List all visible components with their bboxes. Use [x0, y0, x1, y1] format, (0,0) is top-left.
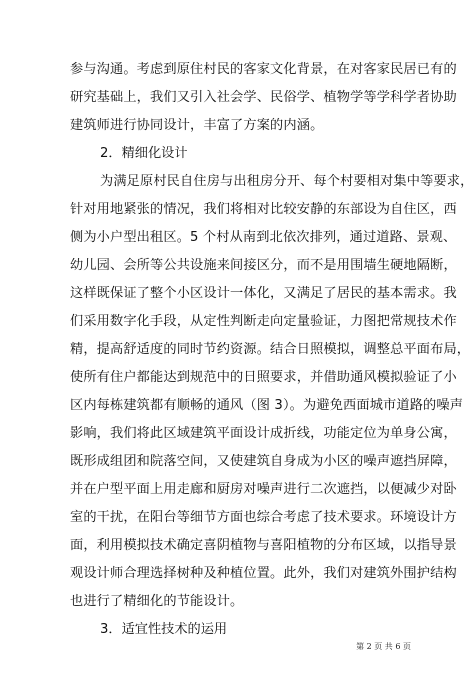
text-line: 精，提高舒适度的同时节约资源。结合日照模拟，调整总平面布局， [70, 342, 471, 357]
text-line: 使所有住户都能达到规范中的日照要求，并借助通风模拟验证了小 [70, 370, 457, 385]
text-line: 并在户型平面上用走廊和厨房对噪声进行二次遮挡，以便减少对卧 [70, 482, 457, 497]
text-line: 建筑师进行协同设计，丰富了方案的内涵。 [70, 118, 324, 133]
text-line: 们采用数字化手段，从定性判断走向定量验证，力图把常规技术作 [70, 314, 457, 329]
section-heading: 3．适宜性技术的运用 [100, 622, 228, 637]
text-line: 参与沟通。考虑到原住村民的客家文化背景，在对客家民居已有的 [70, 62, 457, 77]
text-line: 观设计师合理选择树种及种植位置。此外，我们对建筑外围护结构 [70, 566, 457, 581]
text-line: 研究基础上，我们又引入社会学、民俗学、植物学等学科学者协助 [70, 90, 457, 105]
text-line: 幼儿园、会所等公共设施来间接区分，而不是用围墙生硬地隔断， [70, 258, 457, 273]
text-line: 为满足原村民自住房与出租房分开、每个村要相对集中等要求， [100, 174, 474, 189]
text-line: 针对用地紧张的情况，我们将相对比较安静的东部设为自住区，西 [70, 202, 457, 217]
text-line: 区内每栋建筑都有顺畅的通风（图 3）。为避免西面城市道路的噪声 [70, 398, 464, 413]
text-line: 也进行了精细化的节能设计。 [70, 594, 244, 609]
text-line: 影响，我们将此区域建筑平面设计成折线，功能定位为单身公寓， [70, 426, 457, 441]
text-line: 侧为小户型出租区。5 个村从南到北依次排列，通过道路、景观、 [70, 230, 457, 245]
page-number: 第 2 页 共 6 页 [356, 642, 411, 651]
text-line: 面，利用模拟技术确定喜阴植物与喜阳植物的分布区域，以指导景 [70, 538, 457, 553]
text-line: 既形成组团和院落空间，又使建筑自身成为小区的噪声遮挡屏障， [70, 454, 457, 469]
text-line: 室的干扰，在阳台等细节方面也综合考虑了技术要求。环境设计方 [70, 510, 457, 525]
text-line: 这样既保证了整个小区设计一体化，又满足了居民的基本需求。我 [70, 286, 457, 301]
section-heading: 2．精细化设计 [100, 146, 188, 161]
